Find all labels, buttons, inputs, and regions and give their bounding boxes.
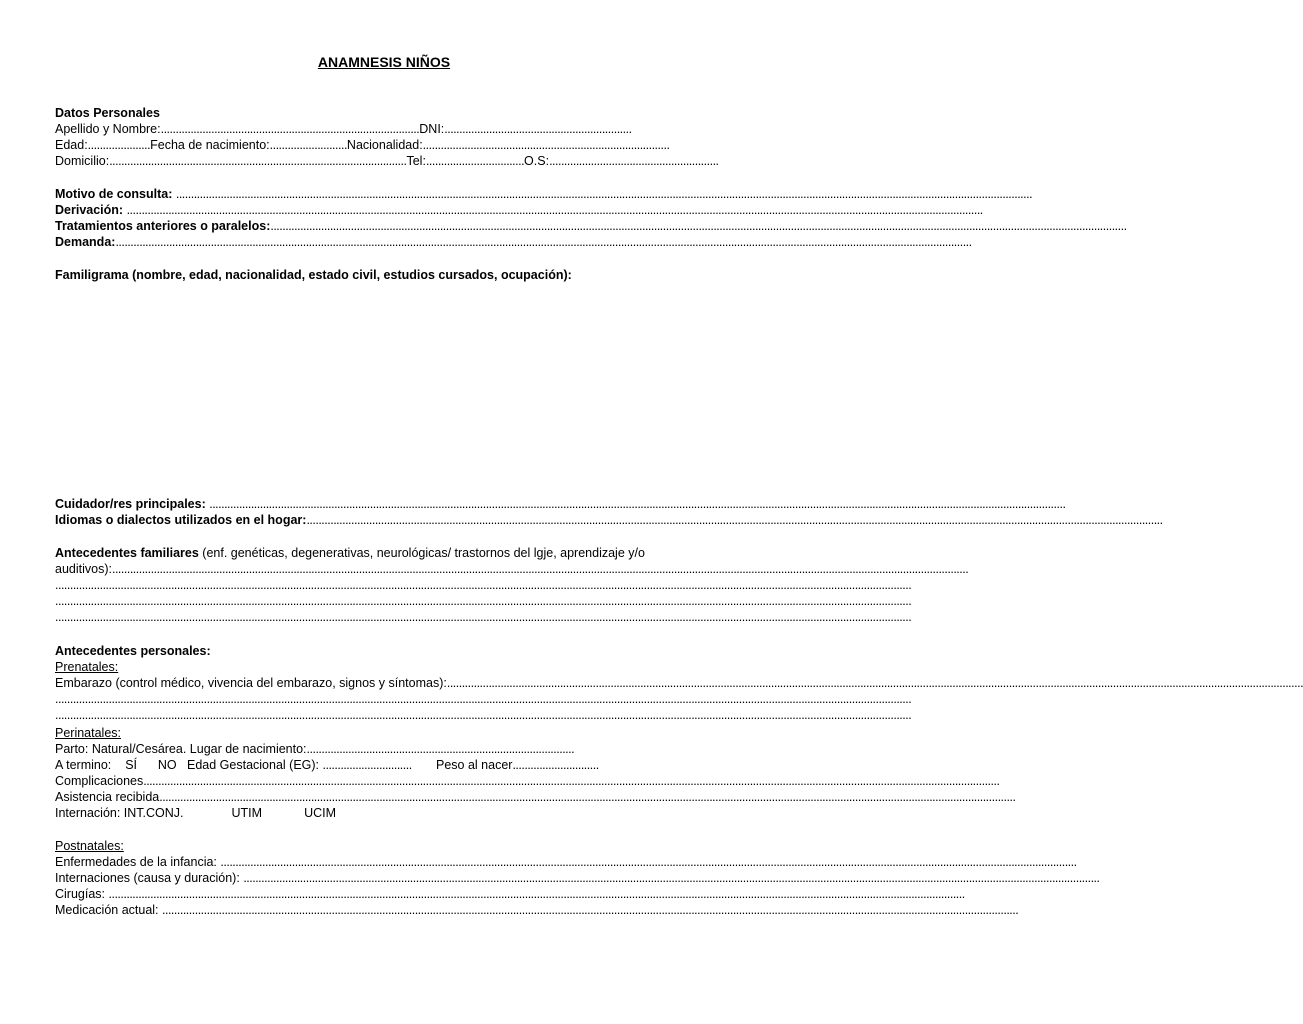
familigrama-area[interactable] [55, 290, 712, 490]
peso-field[interactable]: ............................. [512, 758, 599, 772]
os-label: O.S: [524, 154, 550, 168]
row-edad-fecha-nac [55, 137, 712, 153]
si-option[interactable]: SÍ [125, 758, 137, 772]
row-demanda [55, 234, 972, 250]
prenatales-heading: Prenatales: [55, 660, 119, 674]
cuidador-field[interactable]: ................................................................................................................................................................................................................................................................................................ [209, 497, 1066, 511]
internaciones-field[interactable]: ................................................................................................................................................................................................................................................................................................ [243, 871, 1100, 885]
peso-label: Peso al nacer [436, 758, 513, 772]
antecedentes-familiares-line-2[interactable]: ................................................................................................................................................................................................................................................................................................ [55, 594, 912, 608]
eg-field[interactable]: .............................. [322, 758, 412, 772]
row-auditivos [55, 561, 969, 577]
page-title: ANAMNESIS NIÑOS [317, 54, 451, 70]
domicilio-label: Domicilio: [55, 154, 110, 168]
ucim-option[interactable]: UCIM [304, 806, 337, 820]
auditivos-field[interactable]: ................................................................................................................................................................................................................................................................................................ [111, 562, 969, 576]
idiomas-field[interactable]: ................................................................................................................................................................................................................................................................................................ [306, 513, 1163, 527]
internaciones-label: Internaciones (causa y duración): [55, 871, 240, 885]
row-cuidador [55, 496, 1066, 512]
row-internacion [55, 805, 712, 821]
row-domicilio-tel-os [55, 153, 719, 169]
auditivos-label: auditivos): [55, 562, 112, 576]
tratamientos-label: Tratamientos anteriores o paralelos: [55, 219, 271, 233]
dni-label: DNI: [419, 122, 445, 136]
perinatales-heading: Perinatales: [55, 726, 122, 740]
fecha-nac-field[interactable]: .......................... [269, 138, 347, 152]
postnatales-heading: Postnatales: [55, 839, 124, 853]
nacionalidad-label: Nacionalidad: [346, 138, 423, 152]
row-a-termino [55, 757, 712, 773]
os-field[interactable]: ......................................................... [549, 154, 719, 168]
derivacion-label: Derivación: [55, 203, 124, 217]
nacionalidad-field[interactable]: ................................................................................... [422, 138, 670, 152]
antecedentes-familiares-line-1[interactable]: ................................................................................................................................................................................................................................................................................................ [55, 578, 912, 592]
edad-field[interactable]: ..................... [87, 138, 151, 152]
demanda-label: Demanda: [55, 235, 116, 249]
motivo-label: Motivo de consulta: [55, 187, 173, 201]
complicaciones-field[interactable]: ................................................................................................................................................................................................................................................................................................ [143, 774, 1000, 788]
row-embarazo [55, 675, 1303, 691]
eg-label: Edad Gestacional (EG): [187, 758, 320, 772]
apellido-field[interactable]: ....................................................................................... [160, 122, 420, 136]
apellido-label: Apellido y Nombre: [55, 122, 161, 136]
row-internaciones [55, 870, 1100, 886]
datos-personales-heading: Datos Personales [55, 106, 160, 120]
embarazo-label: Embarazo (control médico, vivencia del embarazo, signos y síntomas): [55, 676, 447, 690]
antecedentes-personales-heading: Antecedentes personales: [55, 644, 211, 658]
lugar-nacimiento-field[interactable]: .......................................................................................... [306, 742, 575, 756]
row-tratamientos [55, 218, 1127, 234]
row-asistencia [55, 789, 1016, 805]
motivo-field[interactable]: ................................................................................................................................................................................................................................................................................................ [175, 187, 1033, 201]
medicacion-field[interactable]: ................................................................................................................................................................................................................................................................................................ [162, 903, 1019, 917]
row-idiomas [55, 512, 1163, 528]
row-antecedentes-familiares [55, 545, 712, 561]
antecedentes-familiares-heading: Antecedentes familiares [55, 546, 199, 560]
row-complicaciones [55, 773, 1000, 789]
demanda-field[interactable]: ................................................................................................................................................................................................................................................................................................ [115, 235, 972, 249]
cuidador-label: Cuidador/res principales: [55, 497, 206, 511]
tratamientos-field[interactable]: ................................................................................................................................................................................................................................................................................................ [270, 219, 1127, 233]
familigrama-heading: Familigrama (nombre, edad, nacionalidad, estado civil, estudios cursados, ocupación): [55, 268, 572, 282]
cirugias-field[interactable]: ................................................................................................................................................................................................................................................................................................ [108, 887, 965, 901]
embarazo-line-2[interactable]: ................................................................................................................................................................................................................................................................................................ [55, 708, 912, 722]
fecha-nac-label: Fecha de nacimiento: [150, 138, 270, 152]
embarazo-field[interactable]: ................................................................................................................................................................................................................................................................................................ [446, 676, 1303, 690]
row-enfermedades [55, 854, 1077, 870]
row-medicacion [55, 902, 1019, 918]
asistencia-field[interactable]: ................................................................................................................................................................................................................................................................................................ [159, 790, 1016, 804]
asistencia-label: Asistencia recibida [55, 790, 160, 804]
row-apellido-dni [55, 121, 712, 137]
domicilio-field[interactable]: .................................................................................................... [109, 154, 407, 168]
tel-field[interactable]: ................................. [425, 154, 525, 168]
a-termino-label: A termino: [55, 758, 112, 772]
dni-field[interactable]: ............................................................... [444, 122, 632, 136]
medicacion-label: Medicación actual: [55, 903, 159, 917]
complicaciones-label: Complicaciones [55, 774, 144, 788]
cirugias-label: Cirugías: [55, 887, 106, 901]
antecedentes-familiares-detail: (enf. genéticas, degenerativas, neurológicas/ trastornos del lgje, aprendizaje y/o [202, 546, 645, 560]
enfermedades-label: Enfermedades de la infancia: [55, 855, 217, 869]
parto-label: Parto: Natural/Cesárea. Lugar de nacimiento: [55, 742, 307, 756]
row-parto [55, 741, 712, 757]
internacion-label: Internación: INT.CONJ. [55, 806, 184, 820]
enfermedades-field[interactable]: ................................................................................................................................................................................................................................................................................................ [220, 855, 1077, 869]
utim-option[interactable]: UTIM [231, 806, 263, 820]
row-derivacion [55, 202, 983, 218]
embarazo-line-1[interactable]: ................................................................................................................................................................................................................................................................................................ [55, 692, 912, 706]
tel-label: Tel: [406, 154, 426, 168]
row-motivo [55, 186, 1033, 202]
no-option[interactable]: NO [157, 758, 177, 772]
antecedentes-familiares-line-3[interactable]: ................................................................................................................................................................................................................................................................................................ [55, 610, 912, 624]
edad-label: Edad: [55, 138, 88, 152]
derivacion-field[interactable]: ................................................................................................................................................................................................................................................................................................ [126, 203, 983, 217]
idiomas-label: Idiomas o dialectos utilizados en el hogar: [55, 513, 307, 527]
row-cirugias [55, 886, 965, 902]
